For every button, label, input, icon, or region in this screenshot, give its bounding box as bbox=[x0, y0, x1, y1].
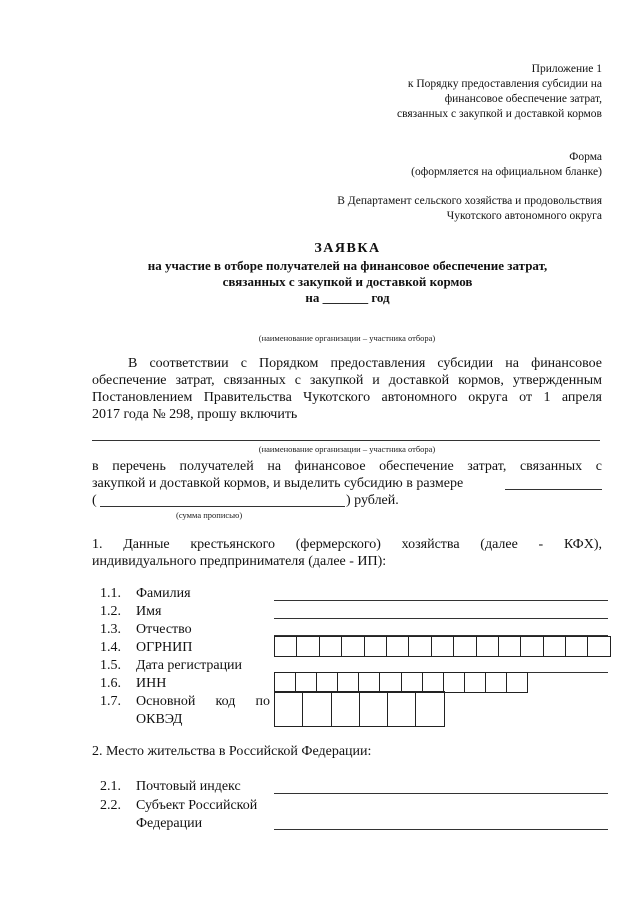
inn-cell[interactable] bbox=[359, 673, 380, 693]
form-label: Форма bbox=[569, 151, 602, 163]
inn-cell[interactable] bbox=[275, 673, 296, 693]
ogrnip-cell[interactable] bbox=[365, 637, 387, 657]
ogrnip-cell[interactable] bbox=[320, 637, 342, 657]
ogrnip-label: ОГРНИП bbox=[136, 640, 193, 655]
surname-label: Фамилия bbox=[136, 586, 191, 601]
inn-cell[interactable] bbox=[338, 673, 359, 693]
ogrnip-cell[interactable] bbox=[544, 637, 566, 657]
ogrnip-cell[interactable] bbox=[275, 637, 297, 657]
sum-words-line bbox=[100, 506, 345, 507]
item-number: 1.4. bbox=[100, 640, 121, 655]
section-1-heading bbox=[92, 536, 602, 570]
item-number: 1.2. bbox=[100, 604, 121, 619]
appendix-line-2: к Порядку предоставления субсидии на bbox=[407, 78, 602, 90]
paragraph2-line-2: закупкой и доставкой кормов, и выделить субсидию в размере bbox=[92, 476, 464, 491]
inn-cell[interactable] bbox=[380, 673, 401, 693]
inn-cell[interactable] bbox=[402, 673, 423, 693]
subsidy-amount-line bbox=[505, 489, 602, 490]
org-name-line bbox=[92, 440, 600, 441]
item-number: 1.5. bbox=[100, 658, 121, 673]
ogrnip-cell[interactable] bbox=[454, 637, 476, 657]
item-number: 1.3. bbox=[100, 622, 121, 637]
item-number: 1.6. bbox=[100, 676, 121, 691]
patronymic-label: Отчество bbox=[136, 622, 192, 637]
ogrnip-cell[interactable] bbox=[521, 637, 543, 657]
okved-cell[interactable] bbox=[332, 692, 360, 727]
okved-label: Основной код по bbox=[136, 694, 270, 709]
title-block bbox=[60, 240, 635, 306]
paragraph-line-4: 2017 года № 298, прошу включить bbox=[92, 407, 298, 422]
item-number: 2.1. bbox=[100, 779, 121, 794]
postal-code-label: Почтовый индекс bbox=[136, 779, 241, 794]
form-note: (оформляется на официальном бланке) bbox=[411, 166, 602, 178]
postal-code-field[interactable] bbox=[274, 793, 608, 794]
sum-caption: (сумма прописью) bbox=[176, 510, 243, 520]
page-title: ЗАЯВКА bbox=[314, 241, 381, 256]
ogrnip-cells[interactable] bbox=[274, 636, 611, 657]
addressee-line-1: В Департамент сельского хозяйства и продовольствия bbox=[337, 195, 602, 207]
appendix-line-4: связанных с закупкой и доставкой кормов bbox=[396, 108, 602, 120]
paragraph-line-2: обеспечение затрат, связанных с закупкой и доставкой кормов, утвержденным bbox=[92, 373, 602, 388]
item-number: 1.1. bbox=[100, 586, 121, 601]
okved-cell[interactable] bbox=[275, 692, 303, 727]
ogrnip-cell[interactable] bbox=[409, 637, 431, 657]
appendix-line-3: финансовое обеспечение затрат, bbox=[444, 93, 602, 105]
title-sub-2: связанных с закупкой и доставкой кормов bbox=[222, 274, 473, 289]
org-caption-mid: (наименование организации – участника отбора) bbox=[258, 444, 436, 454]
ogrnip-cell[interactable] bbox=[432, 637, 454, 657]
section1-line-2: индивидуального предпринимателя (далее - ИП): bbox=[92, 554, 387, 569]
inn-cells[interactable] bbox=[274, 672, 528, 693]
appendix-line-1: Приложение 1 bbox=[531, 63, 602, 75]
inn-cell[interactable] bbox=[317, 673, 338, 693]
section1-line-1: 1. Данные крестьянского (фермерского) хозяйства (далее - КФХ), bbox=[92, 537, 602, 552]
org-caption-top: (наименование организации – участника отбора) bbox=[258, 333, 436, 343]
inn-cell[interactable] bbox=[423, 673, 444, 693]
okved-cells[interactable] bbox=[274, 691, 445, 727]
ogrnip-cell[interactable] bbox=[297, 637, 319, 657]
inn-cell[interactable] bbox=[444, 673, 465, 693]
region-label: Субъект Российской bbox=[136, 798, 258, 813]
main-paragraph bbox=[92, 355, 602, 423]
sum-open-paren: ( bbox=[92, 493, 97, 508]
inn-cell[interactable] bbox=[296, 673, 317, 693]
okved-label-2: ОКВЭД bbox=[136, 712, 183, 727]
inn-cell[interactable] bbox=[507, 673, 528, 693]
okved-cell[interactable] bbox=[416, 692, 444, 727]
ogrnip-cell[interactable] bbox=[477, 637, 499, 657]
addressee-block bbox=[242, 194, 602, 224]
surname-field[interactable] bbox=[274, 600, 608, 601]
registration-date-label: Дата регистрации bbox=[136, 658, 243, 673]
inn-label: ИНН bbox=[136, 676, 167, 691]
section-2-heading: 2. Место жительства в Российской Федерации: bbox=[92, 744, 372, 759]
title-sub-1: на участие в отборе получателей на финансовое обеспечение затрат, bbox=[147, 258, 548, 273]
sum-close-text: ) рублей. bbox=[346, 493, 399, 508]
okved-cell[interactable] bbox=[360, 692, 388, 727]
paragraph-2 bbox=[92, 458, 602, 492]
form-label-block bbox=[282, 150, 602, 180]
region-field[interactable] bbox=[274, 829, 608, 830]
paragraph-line-3: Постановлением Правительства Чукотского автономного округа от 1 апреля bbox=[92, 390, 602, 405]
okved-cell[interactable] bbox=[388, 692, 416, 727]
ogrnip-cell[interactable] bbox=[342, 637, 364, 657]
first-name-field[interactable] bbox=[274, 618, 608, 619]
ogrnip-cell[interactable] bbox=[387, 637, 409, 657]
ogrnip-cell[interactable] bbox=[566, 637, 588, 657]
item-number: 1.7. bbox=[100, 694, 121, 709]
addressee-line-2: Чукотского автономного округа bbox=[446, 210, 602, 222]
title-sub-3: на _______ год bbox=[305, 290, 390, 305]
item-number: 2.2. bbox=[100, 798, 121, 813]
first-name-label: Имя bbox=[136, 604, 162, 619]
ogrnip-cell[interactable] bbox=[588, 637, 610, 657]
okved-cell[interactable] bbox=[303, 692, 331, 727]
appendix-block bbox=[282, 62, 602, 122]
inn-cell[interactable] bbox=[486, 673, 507, 693]
paragraph2-line-1: в перечень получателей на финансовое обеспечение затрат, связанных с bbox=[92, 459, 602, 474]
ogrnip-cell[interactable] bbox=[499, 637, 521, 657]
region-label-2: Федерации bbox=[136, 816, 203, 831]
paragraph-line-1: В соответствии с Порядком предоставления субсидии на финансовое bbox=[128, 356, 602, 371]
inn-cell[interactable] bbox=[465, 673, 486, 693]
